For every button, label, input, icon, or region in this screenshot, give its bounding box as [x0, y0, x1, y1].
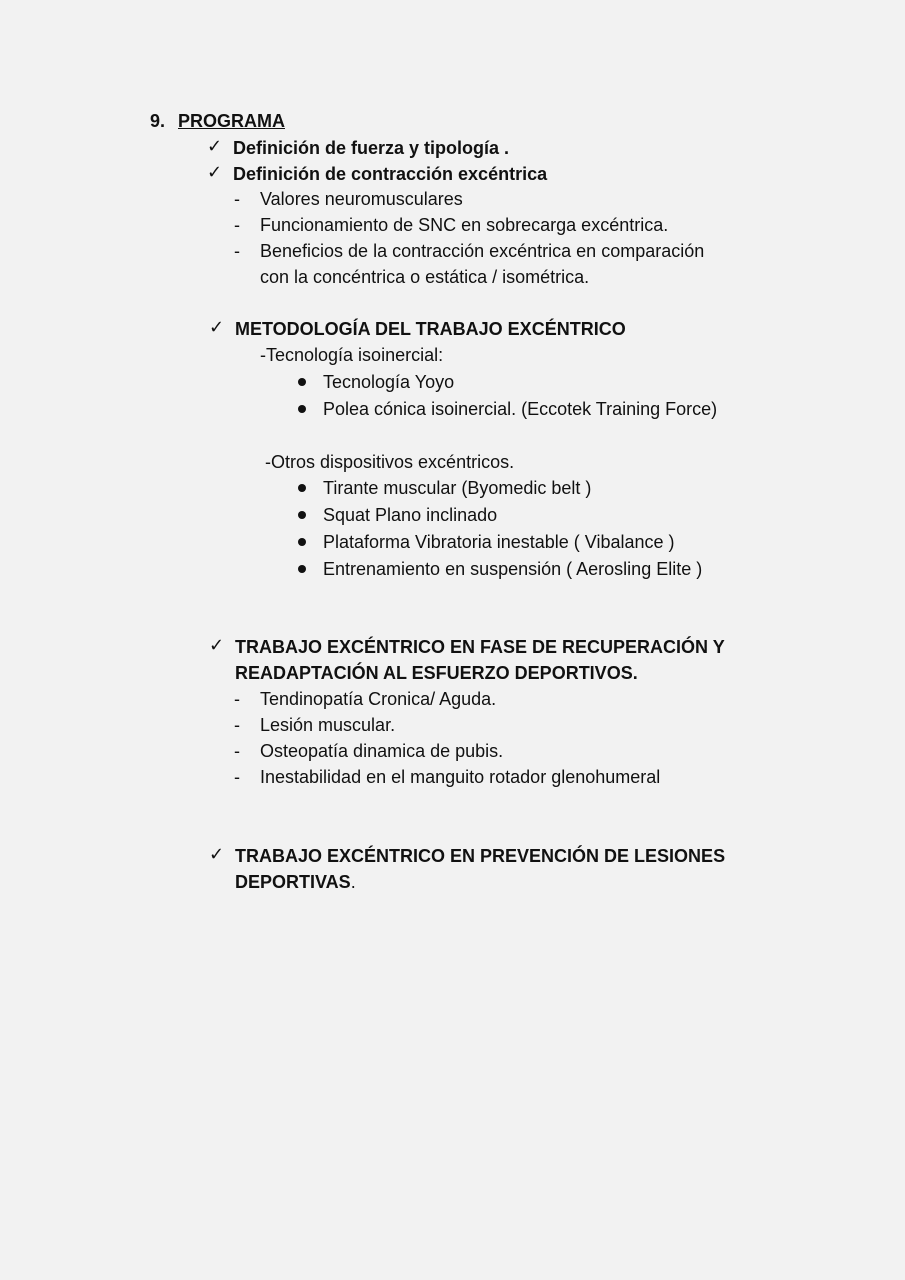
item-definicion-contraccion: Definición de contracción excéntrica	[233, 164, 548, 184]
bullet-icon	[298, 378, 306, 386]
item-definicion-fuerza: Definición de fuerza y tipología .	[233, 138, 510, 158]
list-item-continuation: con la concéntrica o estática / isométrica.	[260, 267, 590, 287]
bullet-icon	[298, 405, 306, 413]
list-item: Lesión muscular.	[260, 715, 396, 735]
item-recuperacion-continuation: READAPTACIÓN AL ESFUERZO DEPORTIVOS.	[235, 663, 638, 683]
list-item: Valores neuromusculares	[260, 189, 463, 209]
bullet-icon	[298, 538, 306, 546]
item-prevencion-continuation	[235, 869, 356, 895]
dash-icon: -	[234, 689, 240, 709]
list-item: Funcionamiento de SNC en sobrecarga excéntrica.	[260, 215, 669, 235]
list-item: Inestabilidad en el manguito rotador glenohumeral	[260, 767, 661, 787]
sub-label-tecnologia: -Tecnología isoinercial:	[260, 345, 444, 365]
dash-icon: -	[234, 715, 240, 735]
list-item: Tecnología Yoyo	[323, 372, 455, 392]
check-icon: ✓	[207, 136, 223, 157]
check-icon: ✓	[209, 317, 225, 338]
item-metodologia: METODOLOGÍA DEL TRABAJO EXCÉNTRICO	[235, 319, 626, 339]
list-item: Osteopatía dinamica de pubis.	[260, 741, 504, 761]
list-item: Squat Plano inclinado	[323, 505, 498, 525]
dash-icon: -	[234, 741, 240, 761]
list-item: Tirante muscular (Byomedic belt )	[323, 478, 592, 498]
list-item: Beneficios de la contracción excéntrica en comparación	[260, 241, 705, 261]
check-icon: ✓	[209, 844, 225, 865]
dash-icon: -	[234, 189, 240, 209]
list-item: Plataforma Vibratoria inestable ( Vibalance )	[323, 532, 675, 552]
list-item: Entrenamiento en suspensión ( Aerosling Elite )	[323, 559, 703, 579]
bullet-icon	[298, 484, 306, 492]
section-title: PROGRAMA	[178, 111, 285, 131]
dash-icon: -	[234, 215, 240, 235]
section-number: 9.	[150, 111, 166, 131]
prevencion-period: .	[350, 872, 356, 892]
list-item: Polea cónica isoinercial. (Eccotek Training Force)	[323, 399, 718, 419]
check-icon: ✓	[209, 635, 225, 656]
check-icon: ✓	[207, 162, 223, 183]
item-prevencion: TRABAJO EXCÉNTRICO EN PREVENCIÓN DE LESIONES	[235, 846, 726, 866]
dash-icon: -	[234, 241, 240, 261]
dash-icon: -	[234, 767, 240, 787]
item-recuperacion: TRABAJO EXCÉNTRICO EN FASE DE RECUPERACIÓN Y	[235, 637, 725, 657]
prevencion-text: DEPORTIVAS	[235, 872, 351, 892]
list-item: Tendinopatía Cronica/ Aguda.	[260, 689, 497, 709]
bullet-icon	[298, 565, 306, 573]
sub-label-otros: -Otros dispositivos excéntricos.	[265, 452, 515, 472]
bullet-icon	[298, 511, 306, 519]
